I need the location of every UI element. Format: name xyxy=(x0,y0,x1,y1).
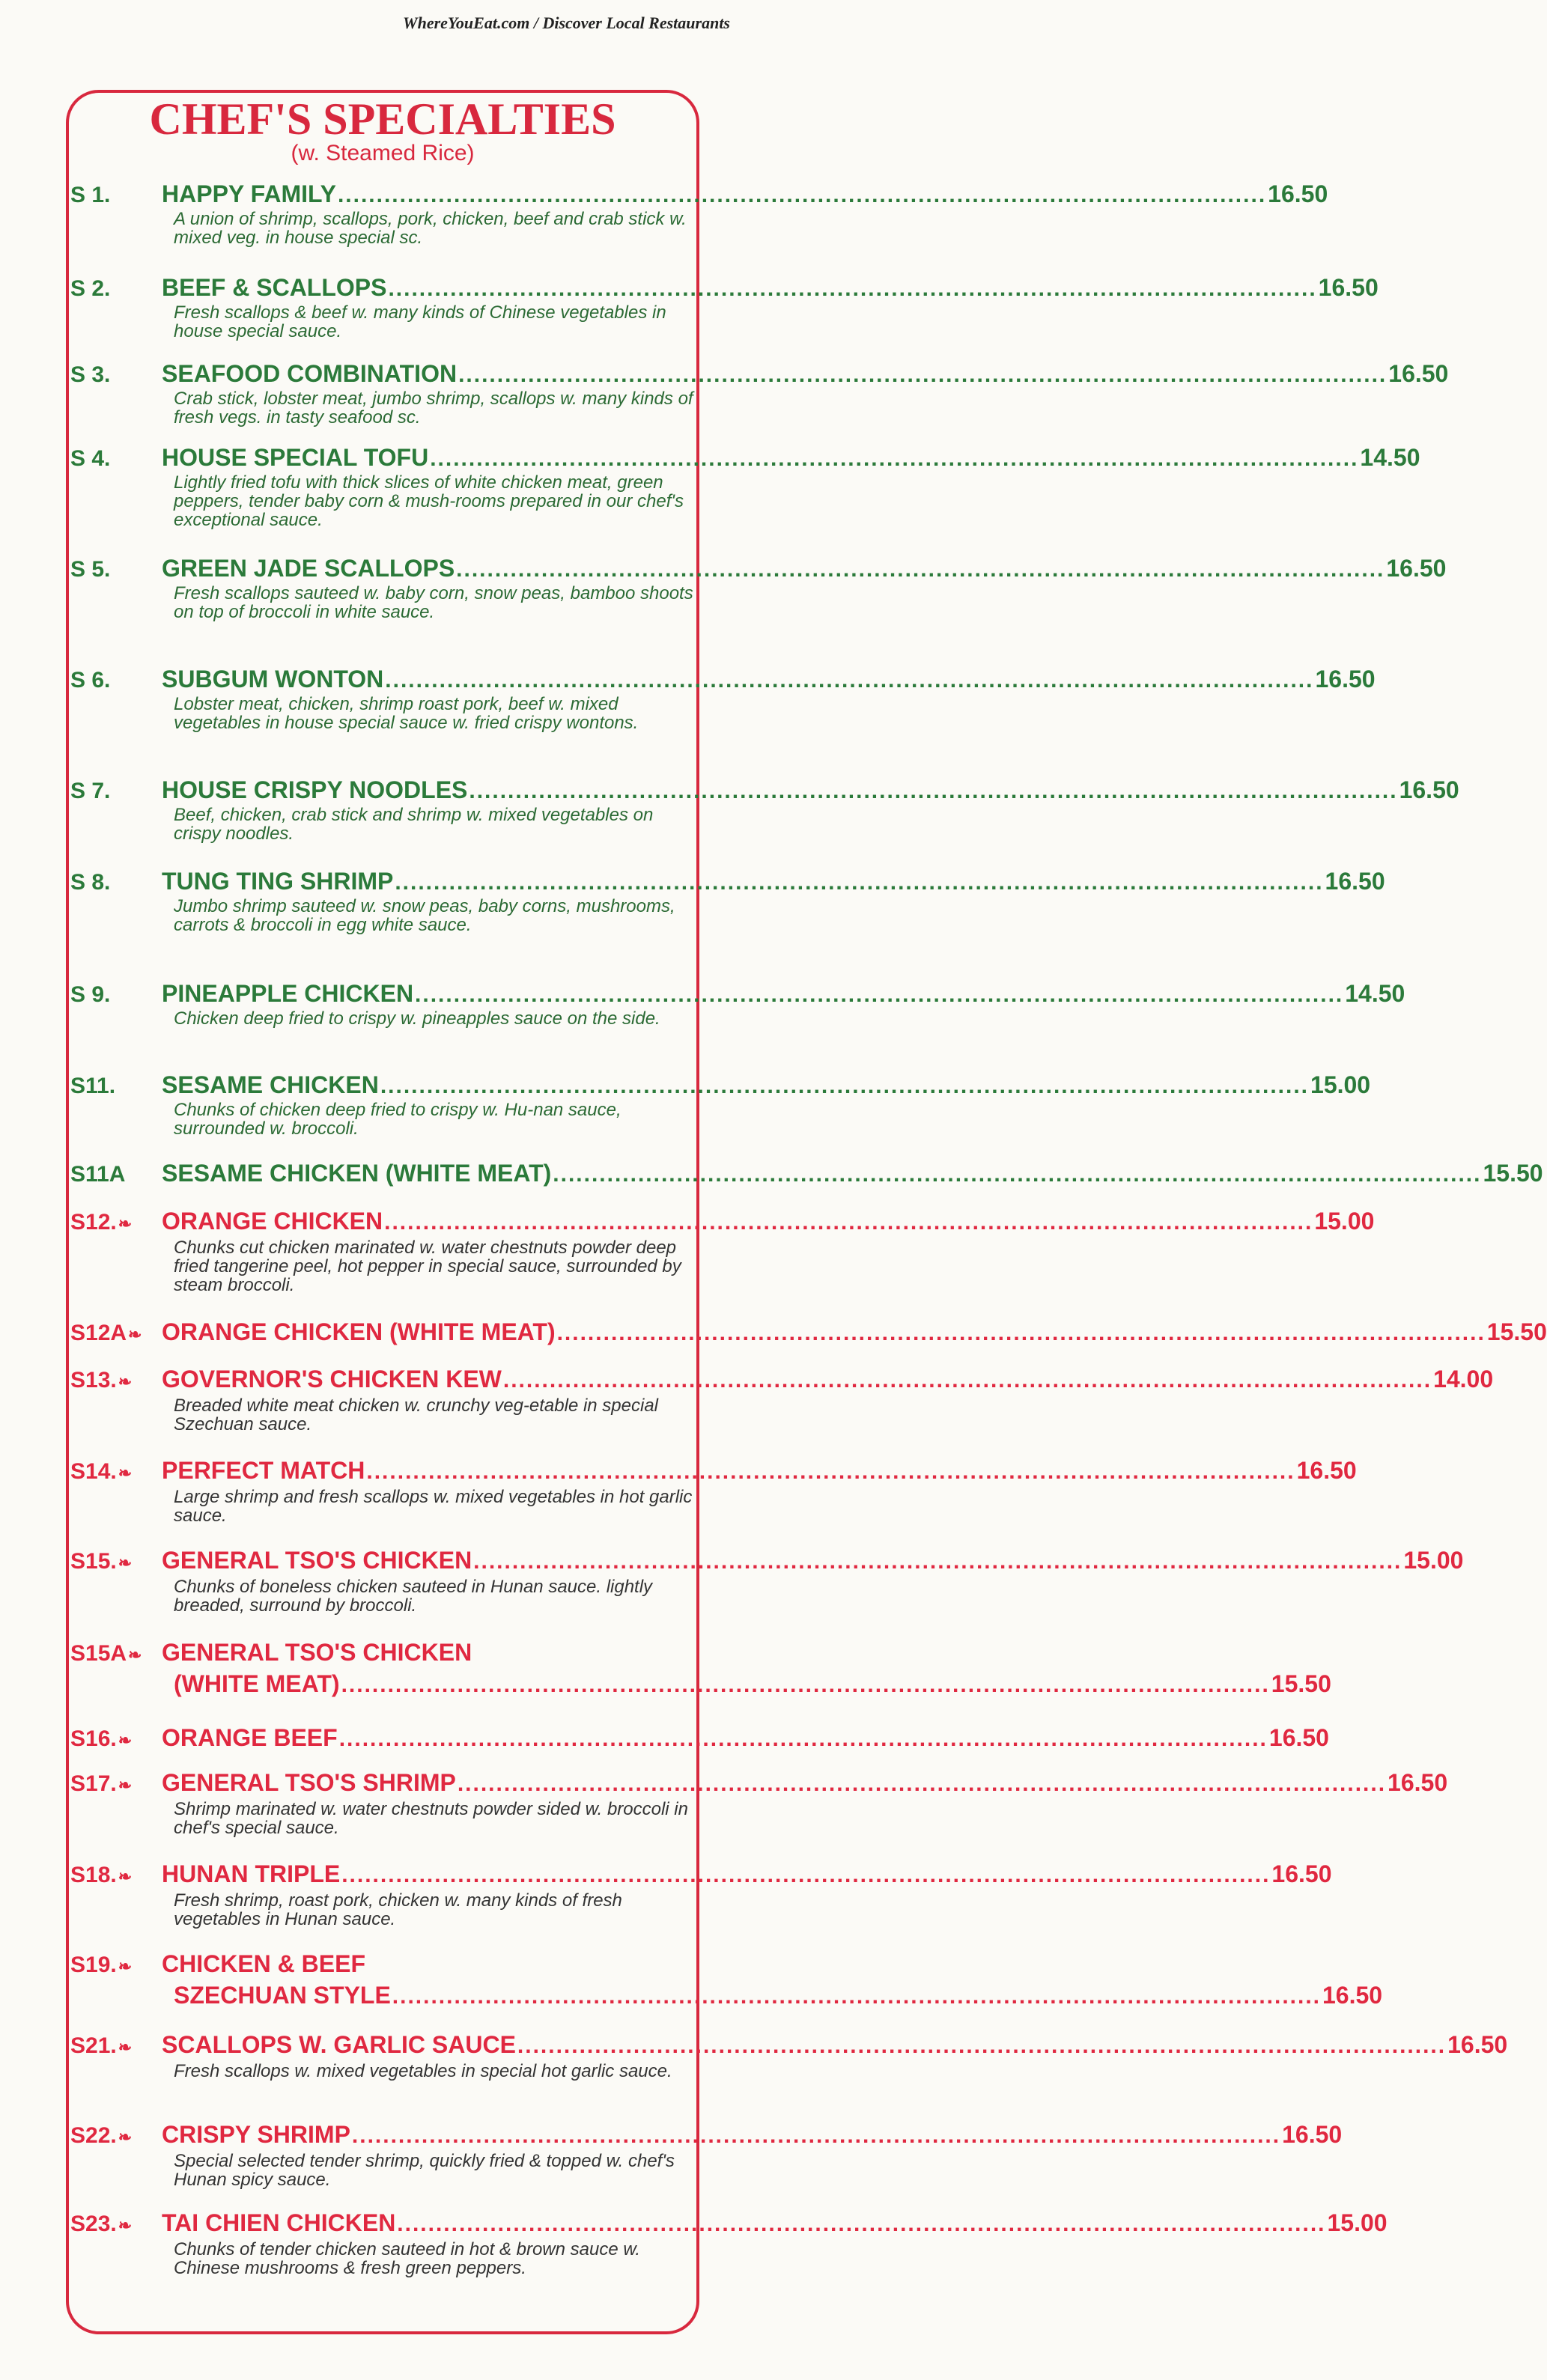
leader-dots: ........................................................................................................................ xyxy=(392,1984,1321,2009)
menu-item xyxy=(70,1638,1331,1699)
item-price: 14.50 xyxy=(1360,444,1420,471)
item-name: GREEN JADE SCALLOPS xyxy=(162,555,455,582)
item-name-line2: (WHITE MEAT) xyxy=(174,1670,340,1697)
menu-item xyxy=(70,1318,1547,1349)
leader-dots: ........................................................................................................................ xyxy=(415,982,1344,1007)
item-name: HOUSE CRISPY NOODLES xyxy=(162,776,468,803)
item-price: 15.50 xyxy=(1271,1670,1331,1697)
item-name: ORANGE BEEF xyxy=(162,1724,338,1751)
menu-item xyxy=(70,1723,1329,1755)
item-name: SCALLOPS W. GARLIC SAUCE xyxy=(162,2031,516,2058)
chili-pepper-icon: ❧ xyxy=(118,1731,133,1750)
item-name: PERFECT MATCH xyxy=(162,1457,365,1484)
item-description: Shrimp marinated w. water chestnuts powder sided w. broccoli in chef's special sauce. xyxy=(174,1799,688,1838)
leader-dots: ........................................................................................................................ xyxy=(473,1549,1402,1574)
item-name: TAI CHIEN CHICKEN xyxy=(162,2209,396,2236)
chili-pepper-icon: ❧ xyxy=(118,1464,133,1482)
menu-item xyxy=(70,979,1405,1029)
item-code: S17.❧ xyxy=(70,1770,162,1800)
item-name: HUNAN TRIPLE xyxy=(162,1860,341,1887)
leader-dots: ........................................................................................................................ xyxy=(351,2123,1281,2148)
item-name: SESAME CHICKEN xyxy=(162,1071,379,1098)
item-price: 15.00 xyxy=(1403,1547,1464,1574)
item-description: Chunks of tender chicken sauteed in hot & brown sauce w. Chinese mushrooms & fresh green peppers. xyxy=(174,2239,641,2278)
item-description: Crab stick, lobster meat, jumbo shrimp, scallops w. many kinds of fresh vegs. in tasty seafood sc. xyxy=(174,389,693,427)
item-price: 16.50 xyxy=(1282,2121,1343,2148)
item-price: 16.50 xyxy=(1322,1982,1383,2009)
item-code: S15.❧ xyxy=(70,1547,162,1577)
item-code: S14.❧ xyxy=(70,1458,162,1488)
item-description: Beef, chicken, crab stick and shrimp w. mixed vegetables on crispy noodles. xyxy=(174,805,654,844)
item-code: S15A❧ xyxy=(70,1640,162,1670)
menu-item xyxy=(70,359,1449,427)
item-name: TUNG TING SHRIMP xyxy=(162,868,394,895)
item-code: S 6. xyxy=(70,668,111,693)
menu-item xyxy=(70,1071,1371,1139)
leader-dots: ........................................................................................................................ xyxy=(338,1726,1268,1751)
leader-dots: ........................................................................................................................ xyxy=(458,362,1388,387)
leader-dots: ........................................................................................................................ xyxy=(337,183,1267,207)
item-price: 15.50 xyxy=(1483,1160,1543,1187)
leader-dots: ........................................................................................................................ xyxy=(388,276,1317,301)
menu-item xyxy=(70,180,1328,248)
item-code: S12A❧ xyxy=(70,1319,162,1349)
leader-dots: ........................................................................................................................ xyxy=(556,1321,1486,1345)
leader-dots: ........................................................................................................................ xyxy=(517,2033,1447,2058)
chili-pepper-icon: ❧ xyxy=(118,2128,133,2146)
item-name: SEAFOOD COMBINATION xyxy=(162,360,458,387)
item-price: 16.50 xyxy=(1268,1724,1329,1751)
item-price: 16.50 xyxy=(1447,2031,1508,2058)
menu-item xyxy=(70,867,1385,935)
leader-dots: ........................................................................................................................ xyxy=(502,1368,1432,1393)
menu-item xyxy=(70,554,1447,622)
item-price: 15.00 xyxy=(1310,1071,1371,1098)
item-code: S22.❧ xyxy=(70,2122,162,2152)
item-name: HOUSE SPECIAL TOFU xyxy=(162,444,429,471)
item-code: S13.❧ xyxy=(70,1366,162,1396)
item-description: Fresh scallops sauteed w. baby corn, snow peas, bamboo shoots on top of broccoli in white sauce. xyxy=(174,583,693,622)
item-description: Large shrimp and fresh scallops w. mixed vegetables in hot garlic sauce. xyxy=(174,1487,693,1526)
menu-item xyxy=(70,1546,1464,1616)
item-code: S 7. xyxy=(70,779,111,803)
leader-dots: ........................................................................................................................ xyxy=(457,1771,1387,1796)
menu-item xyxy=(70,2030,1508,2081)
menu-item xyxy=(70,1207,1375,1295)
menu-item xyxy=(70,2209,1388,2278)
item-price: 16.50 xyxy=(1386,555,1447,582)
item-name: BEEF & SCALLOPS xyxy=(162,274,387,301)
item-description: Special selected tender shrimp, quickly fried & topped w. chef's Hunan spicy sauce. xyxy=(174,2151,675,2190)
item-name: CRISPY SHRIMP xyxy=(162,2121,350,2148)
item-code: S23.❧ xyxy=(70,2210,162,2240)
leader-dots: ........................................................................................................................ xyxy=(395,870,1324,895)
item-description: Breaded white meat chicken w. crunchy veg-etable in special Szechuan sauce. xyxy=(174,1396,659,1434)
item-code: S11A xyxy=(70,1162,126,1187)
item-name: GENERAL TSO'S CHICKEN xyxy=(162,1639,472,1666)
item-code: S18.❧ xyxy=(70,1861,162,1891)
item-name: ORANGE CHICKEN xyxy=(162,1208,383,1235)
item-name-line2: SZECHUAN STYLE xyxy=(174,1982,391,2009)
leader-dots: ........................................................................................................................ xyxy=(553,1162,1482,1187)
item-name: CHICKEN & BEEF xyxy=(162,1950,366,1977)
menu-item xyxy=(70,273,1379,341)
leader-dots: ........................................................................................................................ xyxy=(341,1863,1271,1887)
chili-pepper-icon: ❧ xyxy=(118,2038,133,2057)
chili-pepper-icon: ❧ xyxy=(118,1957,133,1976)
chili-pepper-icon: ❧ xyxy=(118,1867,133,1886)
item-price: 15.50 xyxy=(1486,1318,1547,1345)
item-price: 16.50 xyxy=(1325,868,1385,895)
item-price: 16.50 xyxy=(1388,1769,1448,1796)
item-price: 16.50 xyxy=(1315,666,1376,693)
item-name: GOVERNOR'S CHICKEN KEW xyxy=(162,1366,502,1393)
item-description: Lobster meat, chicken, shrimp roast pork, beef w. mixed vegetables in house special sauce w. fried crispy wontons. xyxy=(174,694,639,733)
item-name: SUBGUM WONTON xyxy=(162,666,384,693)
chili-pepper-icon: ❧ xyxy=(118,2216,133,2235)
item-code: S 9. xyxy=(70,982,111,1007)
item-name: HAPPY FAMILY xyxy=(162,180,336,207)
item-price: 16.50 xyxy=(1388,360,1449,387)
menu-item xyxy=(70,2120,1343,2190)
item-code: S 1. xyxy=(70,183,111,207)
item-price: 16.50 xyxy=(1268,180,1328,207)
item-code: S 4. xyxy=(70,446,111,471)
menu-item xyxy=(70,1860,1332,1929)
menu-item xyxy=(70,1365,1494,1434)
item-price: 14.00 xyxy=(1433,1366,1494,1393)
leader-dots: ........................................................................................................................ xyxy=(380,1074,1310,1098)
leader-dots: ........................................................................................................................ xyxy=(456,557,1385,582)
item-name: PINEAPPLE CHICKEN xyxy=(162,980,414,1007)
chili-pepper-icon: ❧ xyxy=(118,1776,133,1795)
watermark: WhereYouEat.com / Discover Local Restaurants xyxy=(403,13,730,32)
leader-dots: ........................................................................................................................ xyxy=(397,2212,1326,2236)
leader-dots: ........................................................................................................................ xyxy=(469,779,1398,803)
item-name: SESAME CHICKEN (WHITE MEAT) xyxy=(162,1160,552,1187)
item-price: 15.00 xyxy=(1314,1208,1375,1235)
item-description: Fresh scallops w. mixed vegetables in special hot garlic sauce. xyxy=(174,2061,672,2081)
menu-item xyxy=(70,1950,1383,2011)
item-code: S11. xyxy=(70,1074,116,1098)
item-name: GENERAL TSO'S SHRIMP xyxy=(162,1769,456,1796)
chili-pepper-icon: ❧ xyxy=(118,1372,133,1391)
item-price: 16.50 xyxy=(1318,274,1379,301)
leader-dots: ........................................................................................................................ xyxy=(430,446,1359,471)
chili-pepper-icon: ❧ xyxy=(118,1214,133,1233)
item-name: GENERAL TSO'S CHICKEN xyxy=(162,1547,472,1574)
menu-item xyxy=(70,1456,1357,1526)
item-description: Chunks of chicken deep fried to crispy w. Hu-nan sauce, surrounded w. broccoli. xyxy=(174,1100,621,1139)
menu-item xyxy=(70,665,1376,733)
item-description: Fresh scallops & beef w. many kinds of Chinese vegetables in house special sauce. xyxy=(174,302,666,341)
item-description: Jumbo shrimp sauteed w. snow peas, baby corns, mushrooms, carrots & broccoli in egg white sauce. xyxy=(174,896,675,935)
item-description: Chunks of boneless chicken sauteed in Hunan sauce. lightly breaded, surround by broccoli. xyxy=(174,1577,653,1616)
item-price: 15.00 xyxy=(1327,2209,1388,2236)
item-code: S12.❧ xyxy=(70,1208,162,1238)
menu-item xyxy=(70,443,1420,530)
item-description: Fresh shrimp, roast pork, chicken w. many kinds of fresh vegetables in Hunan sauce. xyxy=(174,1890,622,1929)
menu-title: CHEF'S SPECIALTIES xyxy=(149,94,616,144)
menu-item xyxy=(70,1768,1448,1838)
item-price: 14.50 xyxy=(1345,980,1405,1007)
leader-dots: ........................................................................................................................ xyxy=(341,1673,1270,1697)
item-code: S 8. xyxy=(70,870,111,895)
item-description: Lightly fried tofu with thick slices of white chicken meat, green peppers, tender baby corn & mush-rooms prepared in our chef's exceptional sauce. xyxy=(174,472,684,530)
menu-item xyxy=(70,776,1459,844)
item-price: 16.50 xyxy=(1271,1860,1332,1887)
item-name: ORANGE CHICKEN (WHITE MEAT) xyxy=(162,1318,556,1345)
item-code: S19.❧ xyxy=(70,1951,162,1981)
item-code: S 3. xyxy=(70,362,111,387)
leader-dots: ........................................................................................................................ xyxy=(385,668,1314,693)
chili-pepper-icon: ❧ xyxy=(128,1325,142,1344)
leader-dots: ........................................................................................................................ xyxy=(366,1459,1295,1484)
menu-subtitle: (w. Steamed Rice) xyxy=(291,141,475,165)
item-price: 16.50 xyxy=(1296,1457,1357,1484)
item-description: Chunks cut chicken marinated w. water chestnuts powder deep fried tangerine peel, hot pepper in special sauce, surrounded by steam broccoli. xyxy=(174,1238,681,1295)
item-description: Chicken deep fried to crispy w. pineapples sauce on the side. xyxy=(174,1008,660,1029)
item-code: S 5. xyxy=(70,557,111,582)
item-description: A union of shrimp, scallops, pork, chicken, beef and crab stick w. mixed veg. in house special sc. xyxy=(174,209,687,248)
chili-pepper-icon: ❧ xyxy=(128,1646,142,1664)
item-code: S16.❧ xyxy=(70,1725,162,1755)
leader-dots: ........................................................................................................................ xyxy=(384,1210,1313,1235)
item-price: 16.50 xyxy=(1399,776,1459,803)
item-code: S21.❧ xyxy=(70,2032,162,2062)
item-code: S 2. xyxy=(70,276,111,301)
chili-pepper-icon: ❧ xyxy=(118,1553,133,1572)
menu-item xyxy=(70,1159,1543,1189)
